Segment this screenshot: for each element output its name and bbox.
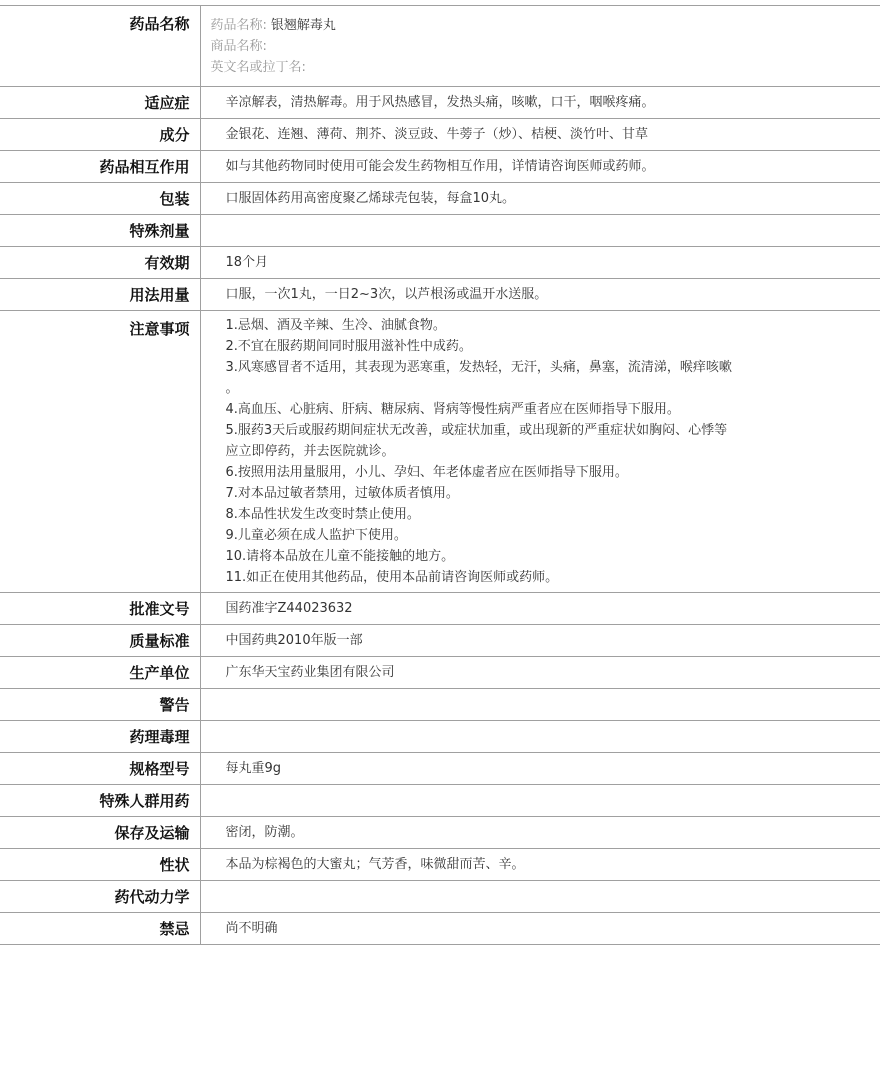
row-pharmacology — [0, 721, 880, 753]
row-warning — [0, 689, 880, 721]
precaution-item: 7.对本品过敏者禁用，过敏体质者慎用。 — [225, 486, 459, 501]
precaution-item: 4.高血压、心脏病、肝病、糖尿病、肾病等慢性病严重者应在医师指导下服用。 — [225, 402, 680, 417]
row-value — [200, 721, 880, 753]
row-label: 性状 — [0, 849, 200, 881]
row-label: 药理毒理 — [0, 721, 200, 753]
row-label: 药品相互作用 — [0, 151, 200, 183]
name-line-generic — [211, 15, 880, 36]
row-value: 口服固体药用高密度聚乙烯球壳包装，每盒10丸。 — [200, 183, 880, 215]
row-label: 质量标准 — [0, 625, 200, 657]
precautions-list — [200, 311, 880, 593]
name-line-latin — [211, 57, 880, 78]
row-label: 保存及运输 — [0, 817, 200, 849]
drug-name-cell — [200, 6, 880, 87]
row-label: 特殊人群用药 — [0, 785, 200, 817]
row-shelf-life — [0, 247, 880, 279]
row-precautions — [0, 311, 880, 593]
row-label: 警告 — [0, 689, 200, 721]
name-line-trade — [211, 36, 880, 57]
name-key: 英文名或拉丁名: — [210, 60, 306, 75]
row-value: 中国药典2010年版一部 — [200, 625, 880, 657]
row-value: 密闭，防潮。 — [200, 817, 880, 849]
precaution-item: 应立即停药，并去医院就诊。 — [225, 444, 395, 459]
row-ingredients — [0, 119, 880, 151]
row-pharmacokinetics — [0, 881, 880, 913]
row-label: 特殊剂量 — [0, 215, 200, 247]
row-label: 禁忌 — [0, 913, 200, 945]
row-value: 尚不明确 — [200, 913, 880, 945]
row-indications — [0, 87, 880, 119]
row-approval-number — [0, 593, 880, 625]
row-value: 金银花、连翘、薄荷、荆芥、淡豆豉、牛蒡子（炒）、桔梗、淡竹叶、甘草 — [200, 119, 880, 151]
precaution-item: 3.风寒感冒者不适用，其表现为恶寒重，发热轻，无汗，头痛，鼻塞，流清涕，喉痒咳嗽 — [225, 360, 732, 375]
precaution-item: 6.按照用法用量服用，小儿、孕妇、年老体虚者应在医师指导下服用。 — [225, 465, 628, 480]
row-value: 18个月 — [200, 247, 880, 279]
row-special-population — [0, 785, 880, 817]
row-label: 成分 — [0, 119, 200, 151]
precaution-item: 5.服药3天后或服药期间症状无改善，或症状加重，或出现新的严重症状如胸闷、心悸等 — [225, 423, 728, 438]
row-label: 规格型号 — [0, 753, 200, 785]
row-value — [200, 689, 880, 721]
row-value: 口服，一次1丸，一日2~3次，以芦根汤或温开水送服。 — [200, 279, 880, 311]
row-label: 药品名称 — [0, 6, 200, 87]
row-value: 辛凉解表，清热解毒。用于风热感冒，发热头痛，咳嗽，口干，咽喉疼痛。 — [200, 87, 880, 119]
precaution-item: 11.如正在使用其他药品，使用本品前请咨询医师或药师。 — [225, 570, 559, 585]
row-value: 每丸重9g — [200, 753, 880, 785]
row-value: 如与其他药物同时使用可能会发生药物相互作用，详情请咨询医师或药师。 — [200, 151, 880, 183]
row-value — [200, 215, 880, 247]
row-label: 适应症 — [0, 87, 200, 119]
row-appearance — [0, 849, 880, 881]
row-contraindications — [0, 913, 880, 945]
drug-info-table — [0, 5, 880, 945]
row-value: 国药准字Z44023632 — [200, 593, 880, 625]
precaution-item: 。 — [225, 381, 239, 396]
row-value — [200, 785, 880, 817]
row-label: 包装 — [0, 183, 200, 215]
precaution-item: 9.儿童必须在成人监护下使用。 — [225, 528, 407, 543]
row-label: 注意事项 — [0, 311, 200, 593]
row-usage — [0, 279, 880, 311]
precaution-item: 10.请将本品放在儿童不能接触的地方。 — [225, 549, 455, 564]
name-key: 药品名称: — [210, 18, 267, 33]
row-label: 批准文号 — [0, 593, 200, 625]
row-interactions — [0, 151, 880, 183]
precaution-item: 1.忌烟、酒及辛辣、生冷、油腻食物。 — [225, 318, 446, 333]
row-value: 本品为棕褐色的大蜜丸；气芳香，味微甜而苦、辛。 — [200, 849, 880, 881]
row-label: 生产单位 — [0, 657, 200, 689]
row-quality-standard — [0, 625, 880, 657]
precaution-item: 8.本品性状发生改变时禁止使用。 — [225, 507, 420, 522]
row-packaging — [0, 183, 880, 215]
row-label: 用法用量 — [0, 279, 200, 311]
row-label: 药代动力学 — [0, 881, 200, 913]
row-value — [200, 881, 880, 913]
name-value: 银翘解毒丸 — [270, 18, 336, 33]
row-storage — [0, 817, 880, 849]
row-special-dosage — [0, 215, 880, 247]
name-key: 商品名称: — [210, 39, 267, 54]
row-label: 有效期 — [0, 247, 200, 279]
row-value: 广东华天宝药业集团有限公司 — [200, 657, 880, 689]
row-specification — [0, 753, 880, 785]
row-drug-name — [0, 6, 880, 87]
row-manufacturer — [0, 657, 880, 689]
precaution-item: 2.不宜在服药期间同时服用滋补性中成药。 — [225, 339, 472, 354]
